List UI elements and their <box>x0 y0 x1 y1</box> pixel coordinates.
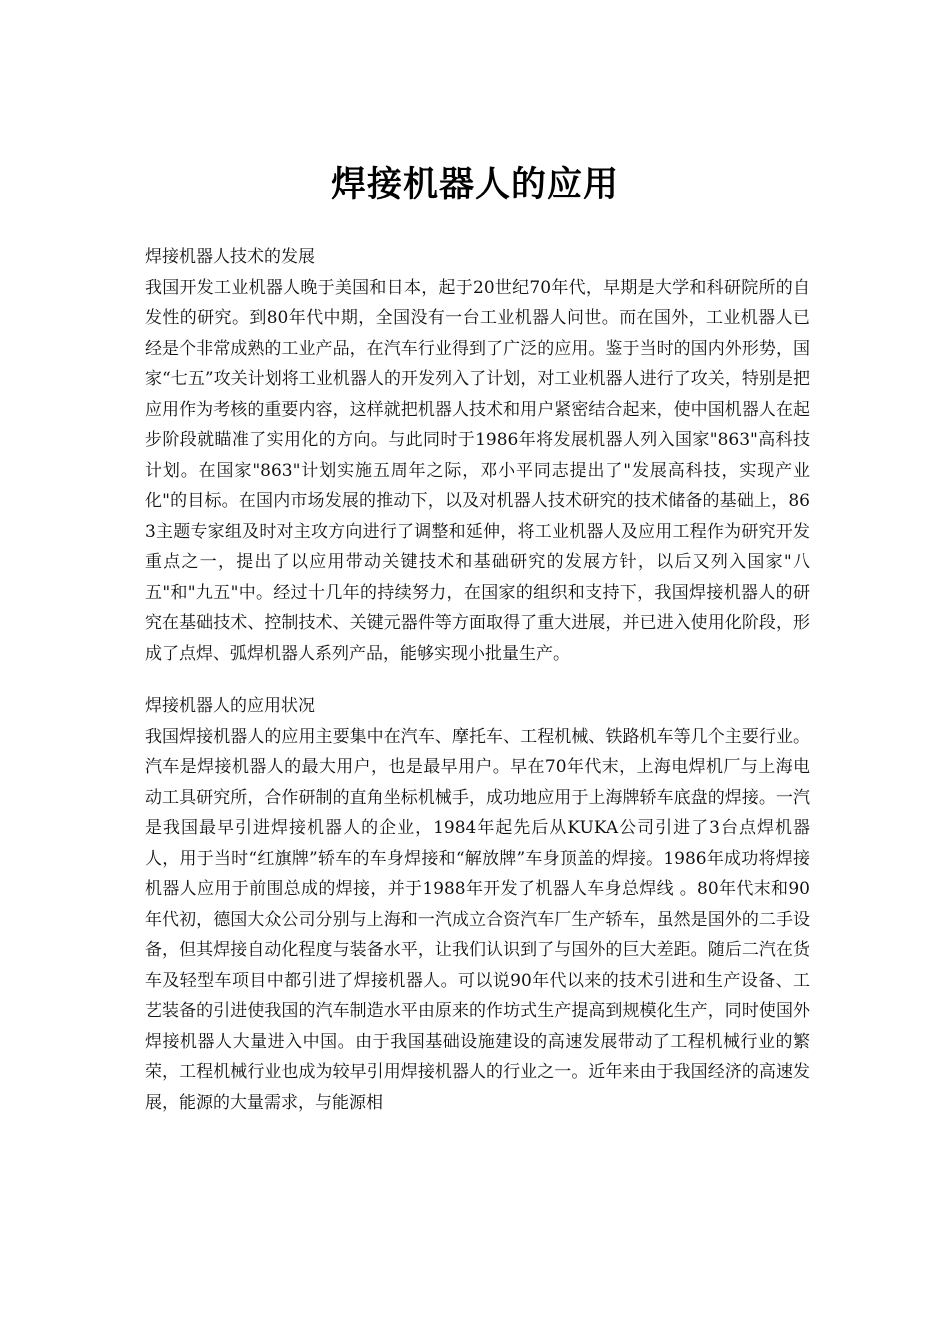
section-paragraph: 我国焊接机器人的应用主要集中在汽车、摩托车、工程机械、铁路机车等几个主要行业。汽车是焊接机器人的最大用户，也是最早用户。早在70年代末，上海电焊机厂与上海电动工具研究所，合作研制的直角坐标机械手，成功地应用于上海牌轿车底盘的焊接。一汽是我国最早引进焊接机器人的企业，1984年起先后从KUKA公司引进了3台点焊机器人，用于当时“红旗牌”轿车的车身焊接和“解放牌”车身顶盖的焊接。1986年成功将焊接机器人应用于前围总成的焊接，并于1988年开发了机器人车身总焊线 。80年代末和90年代初，德国大众公司分别与上海和一汽成立合资汽车厂生产轿车，虽然是国外的二手设备，但其焊接自动化程度与装备水平，让我们认识到了与国外的巨大差距。随后二汽在货车及轻型车项目中都引进了焊接机器人。可以说90年代以来的技术引进和生产设备、工艺装备的引进使我国的汽车制造水平由原来的作坊式生产提高到规模化生产，同时使国外焊接机器人大量进入中国。由于我国基础设施建设的高速发展带动了工程机械行业的繁荣，工程机械行业也成为较早引用焊接机器人的行业之一。近年来由于我国经济的高速发展，能源的大量需求，与能源相 <box>145 726 810 1113</box>
section-paragraph: 我国开发工业机器人晚于美国和日本，起于20世纪70年代，早期是大学和科研院所的自发性的研究。到80年代中期，全国没有一台工业机器人问世。而在国外，工业机器人已经是个非常成熟的工业产品，在汽车行业得到了广泛的应用。鉴于当时的国内外形势，国家“七五”攻关计划将工业机器人的开发列入了计划，对工业机器人进行了攻关，特别是把应用作为考核的重要内容，这样就把机器人技术和用户紧密结合起来，使中国机器人在起步阶段就瞄准了实用化的方向。与此同时于1986年将发展机器人列入国家"863"高科技计划。在国家"863"计划实施五周年之际，邓小平同志提出了"发展高科技，实现产业化"的目标。在国内市场发展的推动下，以及对机器人技术研究的技术储备的基础上，863主题专家组及时对主攻方向进行了调整和延伸，将工业机器人及应用工程作为研究开发重点之一，提出了以应用带动关键技术和基础研究的发展方针，以后又列入国家"八五"和"九五"中。经过十几年的持续努力，在国家的组织和支持下，我国焊接机器人的研究在基础技术、控制技术、关键元器件等方面取得了重大进展，并已进入使用化阶段，形成了点焊、弧焊机器人系列产品，能够实现小批量生产。 <box>145 277 810 664</box>
section-heading: 焊接机器人技术的发展 <box>145 247 315 267</box>
section-heading: 焊接机器人的应用状况 <box>145 696 315 716</box>
document-body <box>145 242 810 1140</box>
section-application-status <box>145 691 810 1118</box>
document-title: 焊接机器人的应用 <box>330 164 619 205</box>
section-development <box>145 242 810 669</box>
